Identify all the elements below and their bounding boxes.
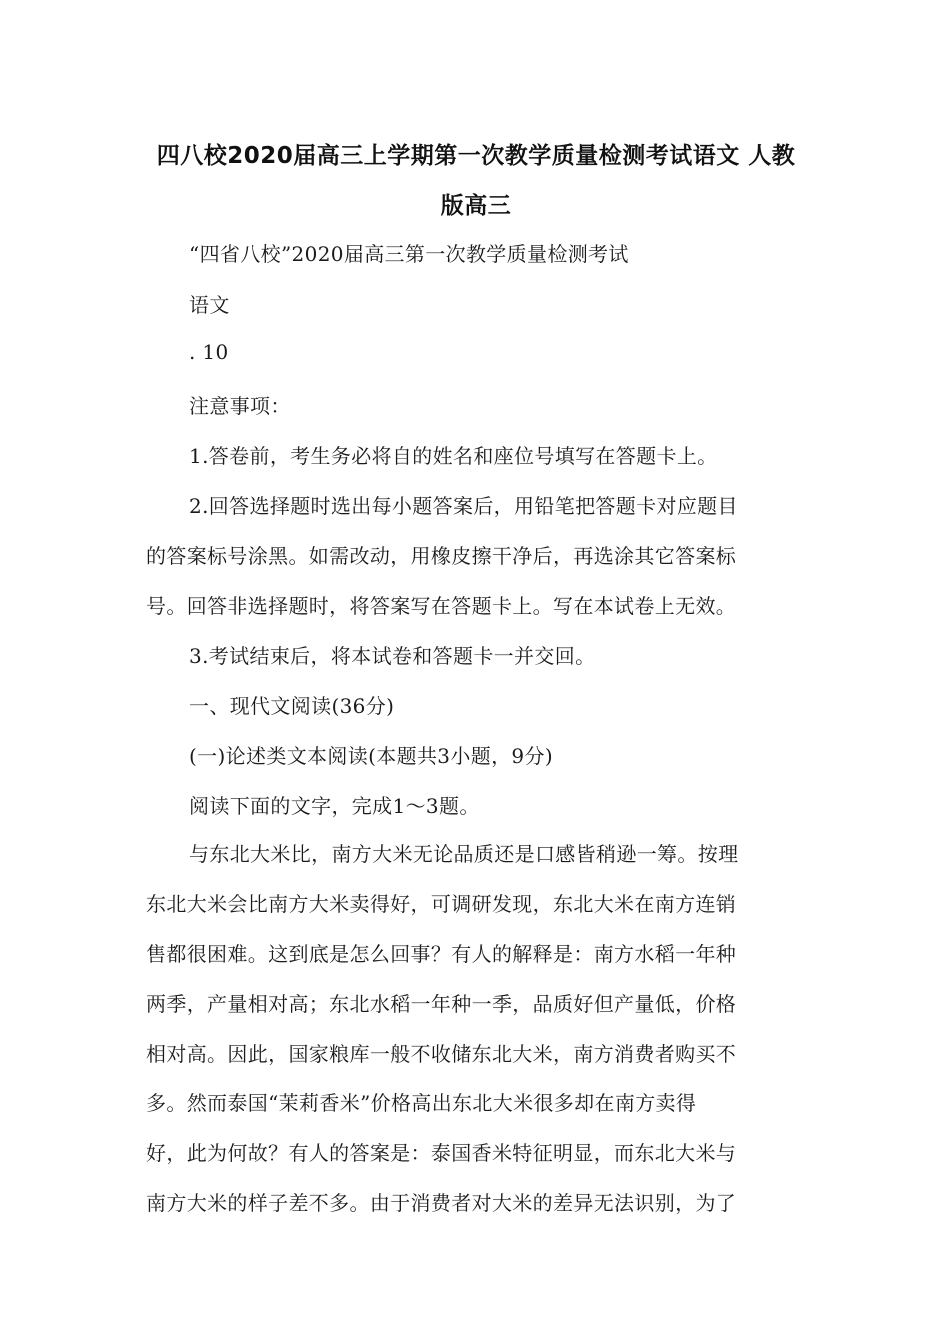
exam-name: “四省八校”2020届高三第一次教学质量检测考试 [189, 242, 629, 266]
exam-date: . 10 [189, 340, 229, 364]
passage-line: 两季，产量相对高；东北水稻一年种一季，品质好但产量低，价格 [146, 992, 737, 1016]
passage-line: 南方大米的样子差不多。由于消费者对大米的差异无法识别，为了 [146, 1191, 737, 1215]
document-title-line-1: 四八校2020届高三上学期第一次教学质量检测考试语文 人教 [156, 143, 796, 169]
subsection-heading: (一)论述类文本阅读(本题共3小题，9分) [189, 744, 554, 768]
note-item-2-line-1: 2.回答选择题时选出每小题答案后，用铅笔把答题卡对应题目 [189, 494, 738, 518]
passage-line: 多。然而泰国“茉莉香米”价格高出东北大米很多却在南方卖得 [146, 1091, 697, 1115]
note-item-2-line-2: 的答案标号涂黑。如需改动，用橡皮擦干净后，再选涂其它答案标 [146, 544, 737, 568]
subject-label: 语文 [189, 293, 230, 317]
note-item-2-line-3: 号。回答非选择题时，将答案写在答题卡上。写在本试卷上无效。 [146, 594, 737, 618]
passage-line: 与东北大米比，南方大米无论品质还是口感皆稍逊一筹。按理 [189, 842, 739, 866]
passage-line: 相对高。因此，国家粮库一般不收储东北大米，南方消费者购买不 [146, 1042, 737, 1066]
passage-line: 东北大米会比南方大米卖得好，可调研发现，东北大米在南方连销 [146, 892, 737, 916]
passage-line: 售都很困难。这到底是怎么回事？有人的解释是：南方水稻一年种 [146, 942, 737, 966]
document-title-line-2: 版高三 [440, 193, 512, 219]
section-heading: 一、现代文阅读(36分) [189, 694, 395, 718]
note-item-1: 1.答卷前，考生务必将自的姓名和座位号填写在答题卡上。 [189, 444, 718, 468]
note-item-3: 3.考试结束后，将本试卷和答题卡一并交回。 [189, 644, 596, 668]
reading-instruction: 阅读下面的文字，完成1～3题。 [189, 794, 480, 818]
passage-line: 好，此为何故？有人的答案是：泰国香米特征明显，而东北大米与 [146, 1141, 737, 1165]
notes-heading: 注意事项： [189, 394, 291, 418]
